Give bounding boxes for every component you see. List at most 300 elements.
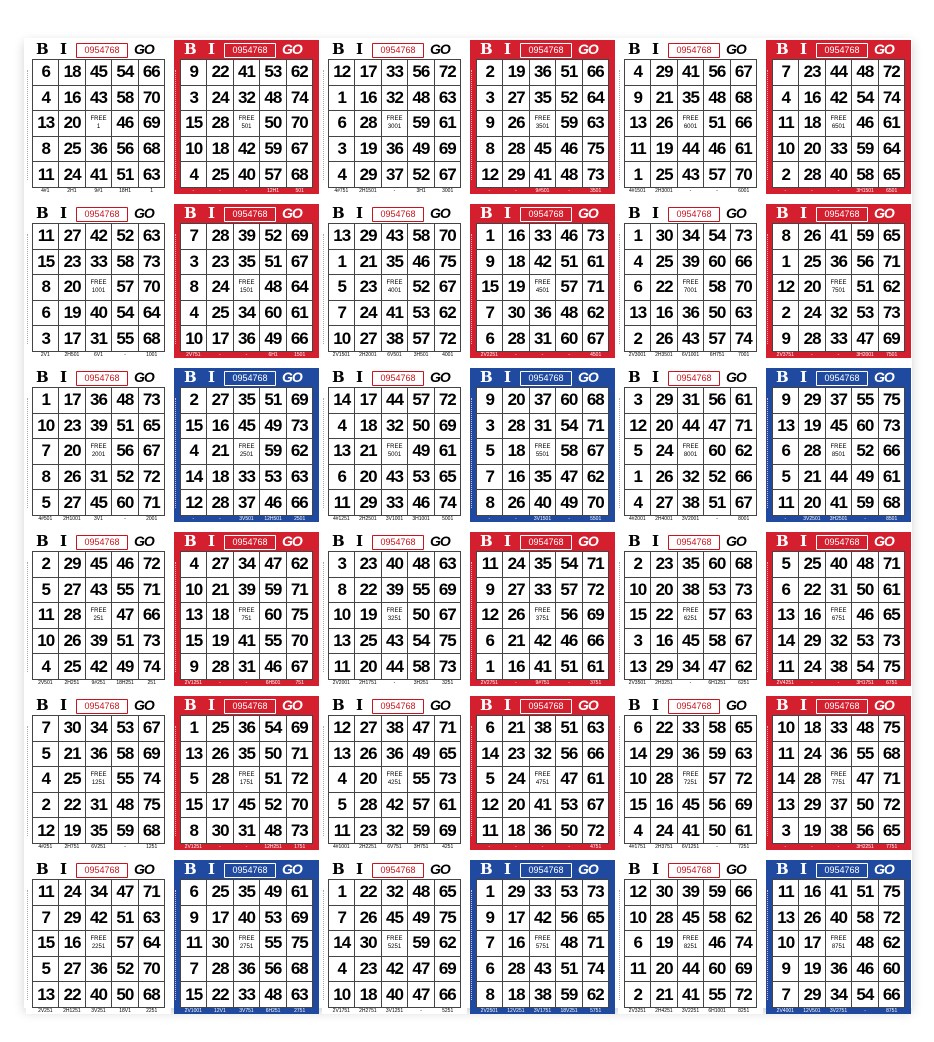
number-cell: 1 bbox=[329, 250, 355, 276]
number-cell: 38 bbox=[530, 716, 556, 742]
number-grid bbox=[772, 879, 905, 1008]
number-cell: 46 bbox=[408, 250, 434, 276]
number-cell: 10 bbox=[773, 137, 799, 163]
bingo-card bbox=[470, 204, 615, 358]
number-cell: 65 bbox=[879, 818, 905, 844]
number-cell: 23 bbox=[355, 818, 381, 844]
code-label: 4#1751 bbox=[628, 844, 646, 850]
letter-i: I bbox=[652, 368, 660, 386]
number-cell: 53 bbox=[556, 880, 582, 906]
number-cell: 17 bbox=[355, 60, 381, 86]
number-cell: 28 bbox=[799, 162, 825, 188]
code-label: - bbox=[568, 188, 570, 194]
number-cell: 22 bbox=[651, 603, 677, 629]
number-cell: 53 bbox=[408, 465, 434, 491]
number-cell: 43 bbox=[382, 224, 408, 250]
bingo-card bbox=[322, 204, 467, 358]
letter-i: I bbox=[800, 696, 808, 714]
number-cell: 36 bbox=[826, 957, 852, 983]
letter-i: I bbox=[208, 204, 216, 222]
number-cell: 16 bbox=[799, 603, 825, 629]
code-label: - bbox=[784, 516, 787, 522]
number-cell: 21 bbox=[355, 439, 381, 465]
number-cell: 15 bbox=[181, 111, 207, 137]
number-grid bbox=[328, 59, 461, 188]
number-cell: 22 bbox=[207, 60, 233, 86]
number-grid bbox=[32, 879, 165, 1008]
number-cell: 55 bbox=[704, 982, 730, 1008]
number-cell: 52 bbox=[704, 465, 730, 491]
code-label: - bbox=[219, 680, 221, 686]
number-cell: 46 bbox=[556, 224, 582, 250]
number-cell: 37 bbox=[826, 793, 852, 819]
serial-number: 0954768 bbox=[668, 371, 720, 386]
letter-go: GO bbox=[134, 861, 154, 877]
code-label: 2V1251 bbox=[184, 844, 202, 850]
number-cell: 49 bbox=[408, 906, 434, 932]
number-cell: 66 bbox=[879, 439, 905, 465]
card-header bbox=[322, 204, 467, 223]
bingo-card bbox=[174, 204, 319, 358]
number-grid bbox=[772, 387, 905, 516]
number-cell: 58 bbox=[112, 742, 138, 768]
number-cell: 29 bbox=[799, 793, 825, 819]
number-cell: 13 bbox=[625, 654, 651, 680]
code-label: - bbox=[689, 188, 692, 194]
number-cell: 73 bbox=[731, 224, 757, 250]
number-cell: 11 bbox=[33, 224, 59, 250]
number-cell: 53 bbox=[260, 60, 286, 86]
code-label: - bbox=[219, 516, 221, 522]
code-label: 3H2251 bbox=[856, 844, 874, 850]
free-code: 8001 bbox=[683, 452, 698, 459]
card-codes bbox=[32, 188, 165, 194]
free-space bbox=[234, 439, 260, 465]
letter-b: B bbox=[332, 204, 345, 222]
number-cell: 42 bbox=[86, 654, 112, 680]
number-cell: 60 bbox=[704, 439, 730, 465]
number-grid bbox=[328, 551, 461, 680]
card-codes bbox=[476, 188, 609, 194]
code-label: 2H3751 bbox=[655, 844, 673, 850]
number-cell: 59 bbox=[408, 111, 434, 137]
number-cell: 18 bbox=[503, 250, 529, 276]
number-cell: 41 bbox=[678, 60, 704, 86]
code-label: 2V3251 bbox=[628, 1008, 646, 1014]
code-label: 2V751 bbox=[186, 352, 201, 358]
free-label: FREE bbox=[830, 444, 847, 451]
number-cell: 33 bbox=[530, 880, 556, 906]
number-cell: 40 bbox=[826, 162, 852, 188]
number-grid bbox=[328, 879, 461, 1008]
number-cell: 23 bbox=[207, 250, 233, 276]
number-cell: 13 bbox=[773, 603, 799, 629]
number-cell: 25 bbox=[207, 162, 233, 188]
code-label: 2H751 bbox=[64, 844, 80, 850]
number-cell: 42 bbox=[382, 793, 408, 819]
number-cell: 50 bbox=[260, 742, 286, 768]
number-cell: 43 bbox=[382, 629, 408, 655]
number-cell: 51 bbox=[556, 957, 582, 983]
letter-i: I bbox=[800, 40, 808, 58]
number-cell: 71 bbox=[435, 716, 461, 742]
code-label: 2V4251 bbox=[776, 680, 794, 686]
code-label: - bbox=[716, 188, 718, 194]
number-cell: 75 bbox=[583, 137, 609, 163]
code-label: - bbox=[420, 1008, 422, 1014]
number-cell: 21 bbox=[207, 578, 233, 604]
number-cell: 75 bbox=[879, 880, 905, 906]
number-cell: 48 bbox=[852, 552, 878, 578]
number-cell: 70 bbox=[583, 490, 609, 516]
number-cell: 57 bbox=[556, 578, 582, 604]
code-label: 4251 bbox=[442, 844, 454, 850]
number-cell: 36 bbox=[382, 137, 408, 163]
number-cell: 31 bbox=[678, 388, 704, 414]
letter-b: B bbox=[184, 368, 197, 386]
number-grid bbox=[624, 551, 757, 680]
number-cell: 62 bbox=[435, 931, 461, 957]
free-space bbox=[826, 275, 852, 301]
letter-go: GO bbox=[134, 533, 154, 549]
number-cell: 69 bbox=[139, 111, 165, 137]
number-cell: 46 bbox=[852, 603, 878, 629]
code-label: 2V251 bbox=[38, 1008, 53, 1014]
code-label: 751 bbox=[295, 680, 304, 686]
number-cell: 73 bbox=[583, 880, 609, 906]
letter-b: B bbox=[36, 40, 49, 58]
number-cell: 19 bbox=[799, 957, 825, 983]
number-cell: 62 bbox=[583, 465, 609, 491]
number-cell: 69 bbox=[731, 957, 757, 983]
code-label: 6501 bbox=[886, 188, 898, 194]
code-label: 2V2251 bbox=[480, 352, 498, 358]
number-cell: 36 bbox=[678, 742, 704, 768]
number-cell: 4 bbox=[625, 818, 651, 844]
number-cell: 2 bbox=[773, 301, 799, 327]
free-label: FREE bbox=[90, 280, 107, 287]
free-code: 5251 bbox=[387, 944, 402, 951]
number-cell: 10 bbox=[33, 629, 59, 655]
number-cell: 24 bbox=[503, 767, 529, 793]
free-code: 7251 bbox=[683, 780, 698, 787]
number-cell: 64 bbox=[139, 301, 165, 327]
letter-go: GO bbox=[430, 41, 450, 57]
free-code: 6251 bbox=[683, 616, 698, 623]
code-label: - bbox=[124, 844, 126, 850]
number-cell: 73 bbox=[287, 414, 313, 440]
number-cell: 7 bbox=[181, 224, 207, 250]
number-cell: 75 bbox=[435, 250, 461, 276]
bingo-card bbox=[26, 860, 171, 1014]
number-cell: 53 bbox=[852, 629, 878, 655]
number-cell: 27 bbox=[355, 716, 381, 742]
number-cell: 68 bbox=[139, 982, 165, 1008]
free-space bbox=[678, 439, 704, 465]
number-cell: 22 bbox=[355, 578, 381, 604]
code-label: 18V1 bbox=[119, 1008, 131, 1014]
free-space bbox=[530, 439, 556, 465]
card-header bbox=[174, 368, 319, 387]
code-label: 12H251 bbox=[264, 844, 282, 850]
number-cell: 39 bbox=[234, 578, 260, 604]
letter-i: I bbox=[652, 204, 660, 222]
code-label: 2H1 bbox=[67, 188, 77, 194]
code-label: 3V251 bbox=[91, 1008, 106, 1014]
number-cell: 70 bbox=[435, 224, 461, 250]
number-cell: 72 bbox=[139, 465, 165, 491]
number-cell: 18 bbox=[799, 716, 825, 742]
letter-go: GO bbox=[430, 369, 450, 385]
serial-number: 0954768 bbox=[520, 207, 572, 222]
code-label: 8001 bbox=[738, 516, 750, 522]
number-cell: 11 bbox=[773, 654, 799, 680]
bingo-card bbox=[618, 368, 763, 522]
number-cell: 24 bbox=[799, 654, 825, 680]
free-code: 2001 bbox=[91, 452, 106, 459]
bingo-card bbox=[322, 532, 467, 686]
number-cell: 33 bbox=[826, 137, 852, 163]
number-cell: 67 bbox=[287, 137, 313, 163]
free-label: FREE bbox=[830, 116, 847, 123]
free-code: 751 bbox=[241, 616, 252, 623]
number-cell: 5 bbox=[773, 552, 799, 578]
code-label: 3V2501 bbox=[803, 516, 821, 522]
number-cell: 13 bbox=[329, 439, 355, 465]
number-cell: 27 bbox=[207, 388, 233, 414]
number-cell: 56 bbox=[112, 439, 138, 465]
number-cell: 73 bbox=[139, 250, 165, 276]
card-header bbox=[618, 860, 763, 879]
number-grid bbox=[772, 59, 905, 188]
number-cell: 62 bbox=[435, 301, 461, 327]
number-cell: 21 bbox=[503, 629, 529, 655]
code-label: 4501 bbox=[590, 352, 602, 358]
number-cell: 15 bbox=[477, 275, 503, 301]
bingo-card bbox=[174, 860, 319, 1014]
number-cell: 46 bbox=[112, 552, 138, 578]
code-label: 7001 bbox=[738, 352, 750, 358]
number-cell: 49 bbox=[556, 490, 582, 516]
number-cell: 29 bbox=[799, 982, 825, 1008]
card-header bbox=[470, 860, 615, 879]
code-label: 2V2001 bbox=[332, 680, 350, 686]
number-cell: 54 bbox=[112, 60, 138, 86]
number-cell: 52 bbox=[112, 957, 138, 983]
letter-i: I bbox=[60, 532, 68, 550]
number-cell: 47 bbox=[408, 982, 434, 1008]
number-cell: 36 bbox=[86, 957, 112, 983]
number-cell: 10 bbox=[329, 603, 355, 629]
number-cell: 57 bbox=[408, 793, 434, 819]
number-cell: 68 bbox=[287, 957, 313, 983]
number-cell: 13 bbox=[329, 742, 355, 768]
card-header bbox=[174, 532, 319, 551]
number-cell: 21 bbox=[355, 250, 381, 276]
number-cell: 75 bbox=[879, 654, 905, 680]
number-cell: 10 bbox=[329, 326, 355, 352]
code-label: - bbox=[811, 352, 813, 358]
number-cell: 72 bbox=[583, 818, 609, 844]
serial-number: 0954768 bbox=[224, 535, 276, 550]
code-label: 6H751 bbox=[709, 352, 725, 358]
code-label: 7251 bbox=[738, 844, 750, 850]
number-cell: 28 bbox=[651, 767, 677, 793]
number-cell: 23 bbox=[355, 275, 381, 301]
number-cell: 6 bbox=[33, 60, 59, 86]
number-cell: 3 bbox=[477, 86, 503, 112]
number-cell: 52 bbox=[852, 439, 878, 465]
number-cell: 38 bbox=[826, 654, 852, 680]
number-cell: 10 bbox=[181, 578, 207, 604]
number-cell: 21 bbox=[799, 465, 825, 491]
number-cell: 26 bbox=[355, 742, 381, 768]
number-grid bbox=[32, 551, 165, 680]
number-cell: 37 bbox=[234, 490, 260, 516]
number-cell: 46 bbox=[556, 629, 582, 655]
number-cell: 30 bbox=[59, 716, 85, 742]
free-label: FREE bbox=[90, 608, 107, 615]
number-cell: 72 bbox=[287, 767, 313, 793]
letter-go: GO bbox=[726, 697, 746, 713]
code-label: 6H1251 bbox=[708, 680, 726, 686]
number-cell: 33 bbox=[86, 250, 112, 276]
number-cell: 7 bbox=[329, 301, 355, 327]
number-cell: 18 bbox=[799, 111, 825, 137]
number-cell: 42 bbox=[86, 224, 112, 250]
card-header bbox=[174, 860, 319, 879]
number-cell: 42 bbox=[86, 906, 112, 932]
bingo-card bbox=[174, 532, 319, 686]
letter-i: I bbox=[208, 368, 216, 386]
number-cell: 20 bbox=[651, 957, 677, 983]
number-cell: 57 bbox=[112, 275, 138, 301]
number-cell: 42 bbox=[826, 86, 852, 112]
number-cell: 10 bbox=[181, 326, 207, 352]
number-cell: 54 bbox=[408, 629, 434, 655]
number-cell: 61 bbox=[583, 250, 609, 276]
number-cell: 48 bbox=[556, 162, 582, 188]
number-cell: 59 bbox=[260, 578, 286, 604]
code-label: 5751 bbox=[590, 1008, 602, 1014]
number-cell: 50 bbox=[556, 818, 582, 844]
free-label: FREE bbox=[90, 936, 107, 943]
card-codes bbox=[772, 352, 905, 358]
number-cell: 18 bbox=[207, 603, 233, 629]
free-code: 3501 bbox=[535, 124, 550, 131]
number-cell: 4 bbox=[625, 490, 651, 516]
number-cell: 71 bbox=[583, 275, 609, 301]
number-cell: 20 bbox=[799, 490, 825, 516]
number-cell: 48 bbox=[260, 818, 286, 844]
number-cell: 60 bbox=[556, 326, 582, 352]
number-cell: 48 bbox=[704, 86, 730, 112]
number-cell: 28 bbox=[355, 111, 381, 137]
number-cell: 26 bbox=[651, 111, 677, 137]
card-codes bbox=[624, 188, 757, 194]
number-cell: 31 bbox=[530, 414, 556, 440]
free-label: FREE bbox=[534, 116, 551, 123]
letter-b: B bbox=[776, 532, 789, 550]
number-cell: 31 bbox=[86, 465, 112, 491]
code-label: 2V1001 bbox=[184, 1008, 202, 1014]
number-cell: 55 bbox=[852, 388, 878, 414]
number-cell: 16 bbox=[799, 86, 825, 112]
free-code: 6501 bbox=[831, 124, 846, 131]
code-label: 3H2001 bbox=[856, 352, 874, 358]
number-cell: 50 bbox=[704, 818, 730, 844]
letter-go: GO bbox=[578, 41, 598, 57]
number-cell: 31 bbox=[234, 654, 260, 680]
card-header bbox=[26, 40, 171, 59]
serial-number: 0954768 bbox=[76, 535, 128, 550]
number-cell: 62 bbox=[731, 654, 757, 680]
bingo-card bbox=[766, 40, 911, 194]
card-codes bbox=[180, 188, 313, 194]
number-cell: 29 bbox=[799, 388, 825, 414]
card-header bbox=[26, 860, 171, 879]
number-cell: 46 bbox=[260, 490, 286, 516]
number-cell: 57 bbox=[704, 767, 730, 793]
number-cell: 38 bbox=[382, 716, 408, 742]
number-cell: 32 bbox=[826, 629, 852, 655]
number-cell: 67 bbox=[287, 250, 313, 276]
letter-b: B bbox=[36, 696, 49, 714]
number-cell: 21 bbox=[207, 439, 233, 465]
number-cell: 10 bbox=[33, 414, 59, 440]
code-label: 2751 bbox=[294, 1008, 306, 1014]
letter-b: B bbox=[480, 40, 493, 58]
number-cell: 51 bbox=[260, 767, 286, 793]
number-cell: 40 bbox=[826, 552, 852, 578]
number-cell: 73 bbox=[583, 162, 609, 188]
serial-number: 0954768 bbox=[816, 43, 868, 58]
free-label: FREE bbox=[238, 772, 255, 779]
number-cell: 33 bbox=[678, 716, 704, 742]
number-cell: 38 bbox=[678, 578, 704, 604]
number-cell: 17 bbox=[799, 931, 825, 957]
number-cell: 4 bbox=[773, 86, 799, 112]
card-codes bbox=[772, 188, 905, 194]
number-cell: 60 bbox=[260, 301, 286, 327]
letter-go: GO bbox=[134, 205, 154, 221]
number-cell: 66 bbox=[139, 60, 165, 86]
free-label: FREE bbox=[386, 772, 403, 779]
number-cell: 19 bbox=[651, 137, 677, 163]
free-space bbox=[530, 111, 556, 137]
letter-i: I bbox=[356, 532, 364, 550]
number-cell: 41 bbox=[678, 982, 704, 1008]
letter-b: B bbox=[628, 860, 641, 878]
card-codes bbox=[328, 844, 461, 850]
number-cell: 4 bbox=[181, 552, 207, 578]
serial-number: 0954768 bbox=[224, 699, 276, 714]
free-code: 1251 bbox=[91, 780, 106, 787]
number-cell: 44 bbox=[678, 414, 704, 440]
number-cell: 44 bbox=[678, 957, 704, 983]
number-cell: 69 bbox=[435, 414, 461, 440]
code-label: 9#251 bbox=[91, 680, 106, 686]
number-cell: 5 bbox=[33, 742, 59, 768]
number-cell: 50 bbox=[112, 982, 138, 1008]
number-cell: 22 bbox=[207, 982, 233, 1008]
number-cell: 9 bbox=[477, 250, 503, 276]
number-cell: 53 bbox=[260, 906, 286, 932]
number-cell: 51 bbox=[556, 60, 582, 86]
letter-i: I bbox=[504, 40, 512, 58]
number-cell: 48 bbox=[408, 880, 434, 906]
number-cell: 35 bbox=[234, 250, 260, 276]
